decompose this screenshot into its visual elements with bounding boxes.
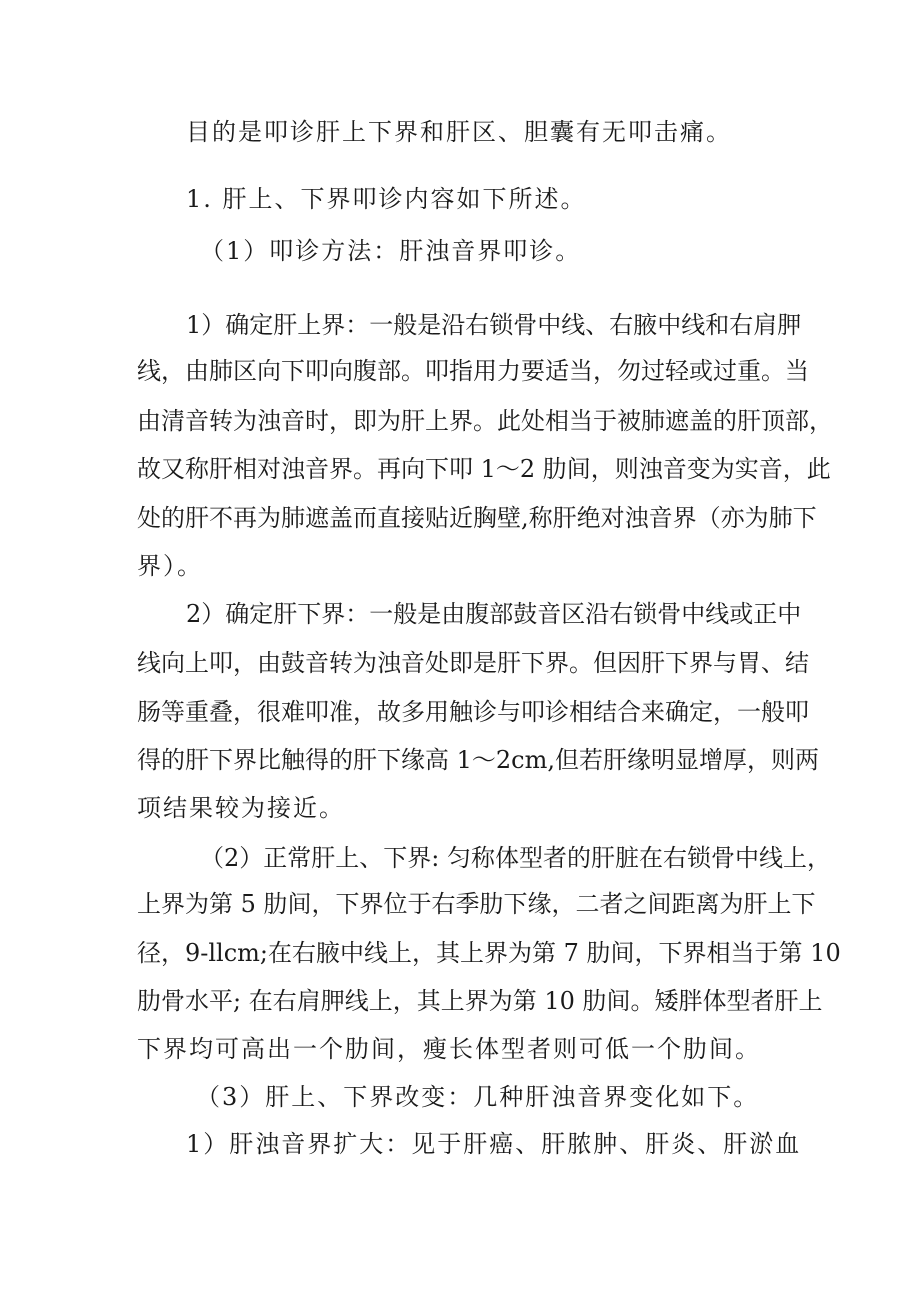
- text-line-2: 1. 肝上、下界叩诊内容如下所述。: [186, 185, 587, 213]
- text-line-9: 界）。: [137, 552, 203, 580]
- text-line-20: （3）肝上、下界改变：几种肝浊音界变化如下。: [196, 1083, 760, 1111]
- text-line-19: 下界均可高出一个肋间，瘦长体型者则可低一个肋间。: [137, 1035, 761, 1063]
- text-line-4: 1）确定肝上界：一般是沿右锁骨中线、右腋中线和右肩胛: [186, 311, 802, 339]
- text-line-11: 线向上叩，由鼓音转为浊音处即是肝下界。但因肝下界与胃、结: [137, 649, 809, 677]
- text-line-15: （2）正常肝上、下界: 匀称体型者的肝脏在右锁骨中线上，: [200, 844, 831, 872]
- text-line-16: 上界为第 5 肋间，下界位于右季肋下缘，二者之间距离为肝上下: [137, 890, 816, 918]
- text-line-8: 处的肝不再为肺遮盖而直接贴近胸壁,称肝绝对浊音界（亦为肺下: [137, 504, 817, 532]
- text-line-21: 1）肝浊音界扩大：见于肝癌、肝脓肿、肝炎、肝淤血: [186, 1130, 802, 1158]
- text-line-5: 线，由肺区向下叩向腹部。叩指用力要适当，勿过轻或过重。当: [137, 357, 809, 385]
- text-line-13: 得的肝下界比触得的肝下缘高 1～2cm,但若肝缘明显增厚，则两: [137, 746, 819, 774]
- text-line-14: 项结果较为接近。: [137, 794, 345, 822]
- text-line-18: 肋骨水平; 在右肩胛线上，其上界为第 10 肋间。矮胖体型者肝上: [137, 987, 823, 1015]
- text-line-7: 故又称肝相对浊音界。再向下叩 1～2 肋间，则浊音变为实音，此: [137, 455, 831, 483]
- text-line-6: 由清音转为浊音时，即为肝上界。此处相当于被肺遮盖的肝顶部，: [137, 407, 833, 435]
- text-line-17: 径，9-llcm;在右腋中线上，其上界为第 7 肋间，下界相当于第 10: [137, 939, 841, 967]
- text-line-12: 肠等重叠，很难叩准，故多用触诊与叩诊相结合来确定，一般叩: [137, 698, 809, 726]
- text-line-1: 目的是叩诊肝上下界和肝区、胆囊有无叩击痛。: [186, 118, 732, 146]
- text-line-10: 2）确定肝下界：一般是由腹部鼓音区沿右锁骨中线或正中: [186, 600, 802, 628]
- text-line-3: （1）叩诊方法：肝浊音界叩诊。: [200, 237, 582, 265]
